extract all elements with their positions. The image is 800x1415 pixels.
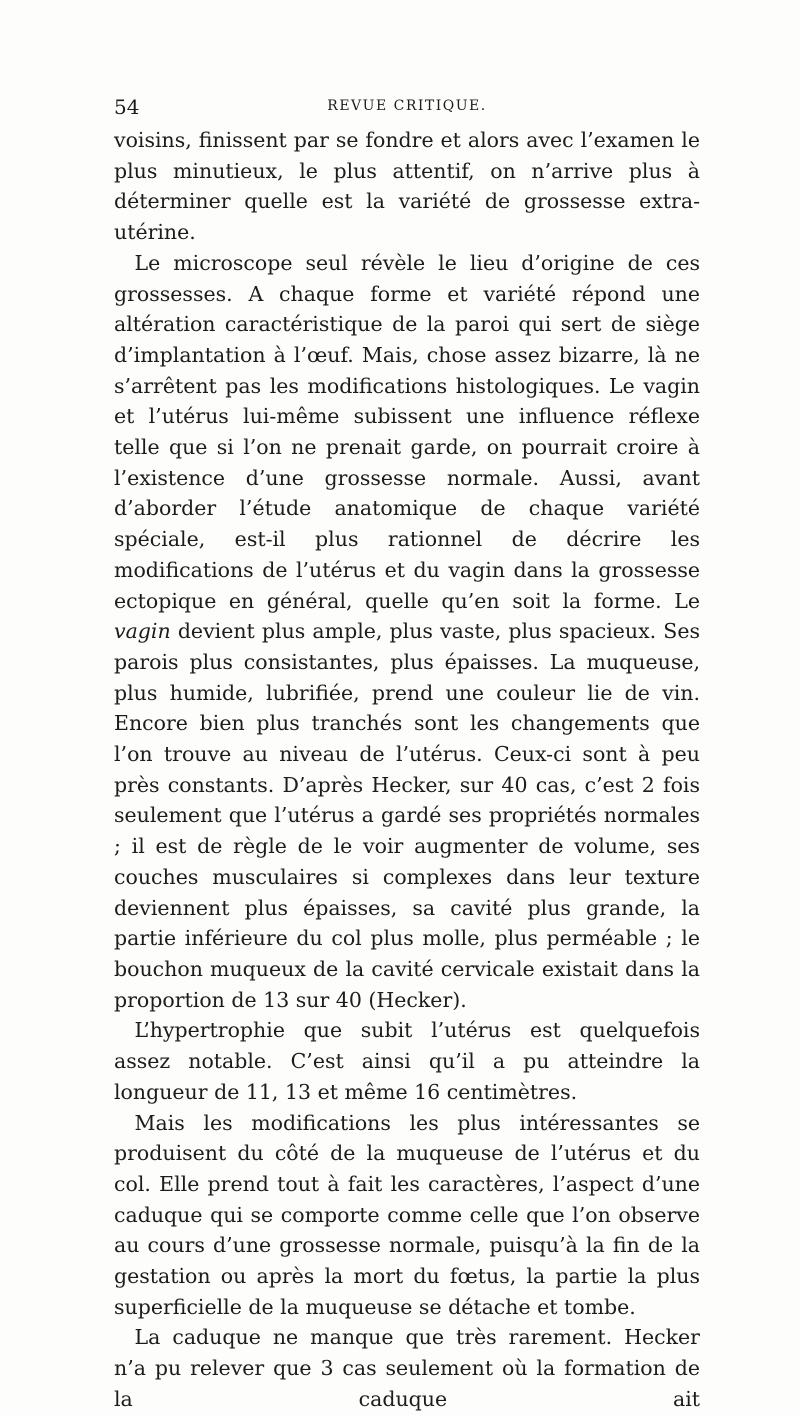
paragraph-4-text: Mais les modifications les plus intéressantes se produisent du côté de la muqueuse de l’utérus et du col. Elle prend tout à fait les caractères, l’aspect d’une caduque qui se comporte comme celle que l’on observe au cours d’une grossesse normale, puisqu’à la fin de la gestation ou après la mort du fœtus, la partie la plus superficielle de la muqueuse se détache et tombe.: [114, 1110, 700, 1319]
paragraph-3-text: L’hypertrophie que subit l’utérus est quelquefois assez notable. C’est ainsi qu’il a pu atteindre la longueur de 11, 13 et même 16 centimètres.: [114, 1018, 700, 1104]
paragraph-3: [114, 1015, 700, 1107]
running-title: REVUE CRITIQUE.: [327, 98, 487, 114]
italic-term-vagin: vagin: [114, 619, 171, 644]
page-number: 54: [114, 95, 140, 119]
paragraph-5-text: La caduque ne manque que très rarement. Hecker n’a pu relever que 3 cas seulement où la formation de la caduque ait: [114, 1325, 700, 1411]
paragraph-2: [114, 248, 700, 1016]
body-text: [114, 125, 700, 1415]
paragraph-1: [114, 125, 700, 248]
paragraph-1-text: voisins, finissent par se fondre et alors avec l’examen le plus minutieux, le plus attentif, on n’arrive plus à déterminer quelle est la variété de grossesse extra-utérine.: [114, 128, 700, 245]
running-header: [114, 95, 700, 125]
book-page: [114, 95, 700, 1415]
paragraph-2-text-continued: devient plus ample, plus vaste, plus spacieux. Ses parois plus consistantes, plus épaisses. La muqueuse, plus humide, lubrifiée, prend une couleur lie de vin. Encore bien plus tranchés sont les changements que l’on trouve au niveau de l’utérus. Ceux-ci sont à peu près constants. D’après Hecker, sur 40 cas, c’est 2 fois seulement que l’utérus a gardé ses propriétés normales ; il est de règle de le voir augmenter de volume, ses couches musculaires si complexes dans leur texture deviennent plus épaisses, sa cavité plus grande, la partie inférieure du col plus molle, plus perméable ; le bouchon muqueux de la cavité cervicale existait dans la proportion de 13 sur 40 (Hecker).: [114, 619, 700, 1012]
paragraph-2-text: Le microscope seul révèle le lieu d’origine de ces grossesses. A chaque forme et variété répond une altération caractéristique de la paroi qui sert de siège d’implantation à l’œuf. Mais, chose assez bizarre, là ne s’arrêtent pas les modifications histologiques. Le vagin et l’utérus lui-même subissent une influence réflexe telle que si l’on ne prenait garde, on pourrait croire à l’existence d’une grossesse normale. Aussi, avant d’aborder l’étude anatomique de chaque variété spéciale, est-il plus rationnel de décrire les modifications de l’utérus et du vagin dans la grossesse ectopique en général, quelle qu’en soit la forme. Le: [114, 250, 700, 613]
paragraph-5: [114, 1322, 700, 1414]
